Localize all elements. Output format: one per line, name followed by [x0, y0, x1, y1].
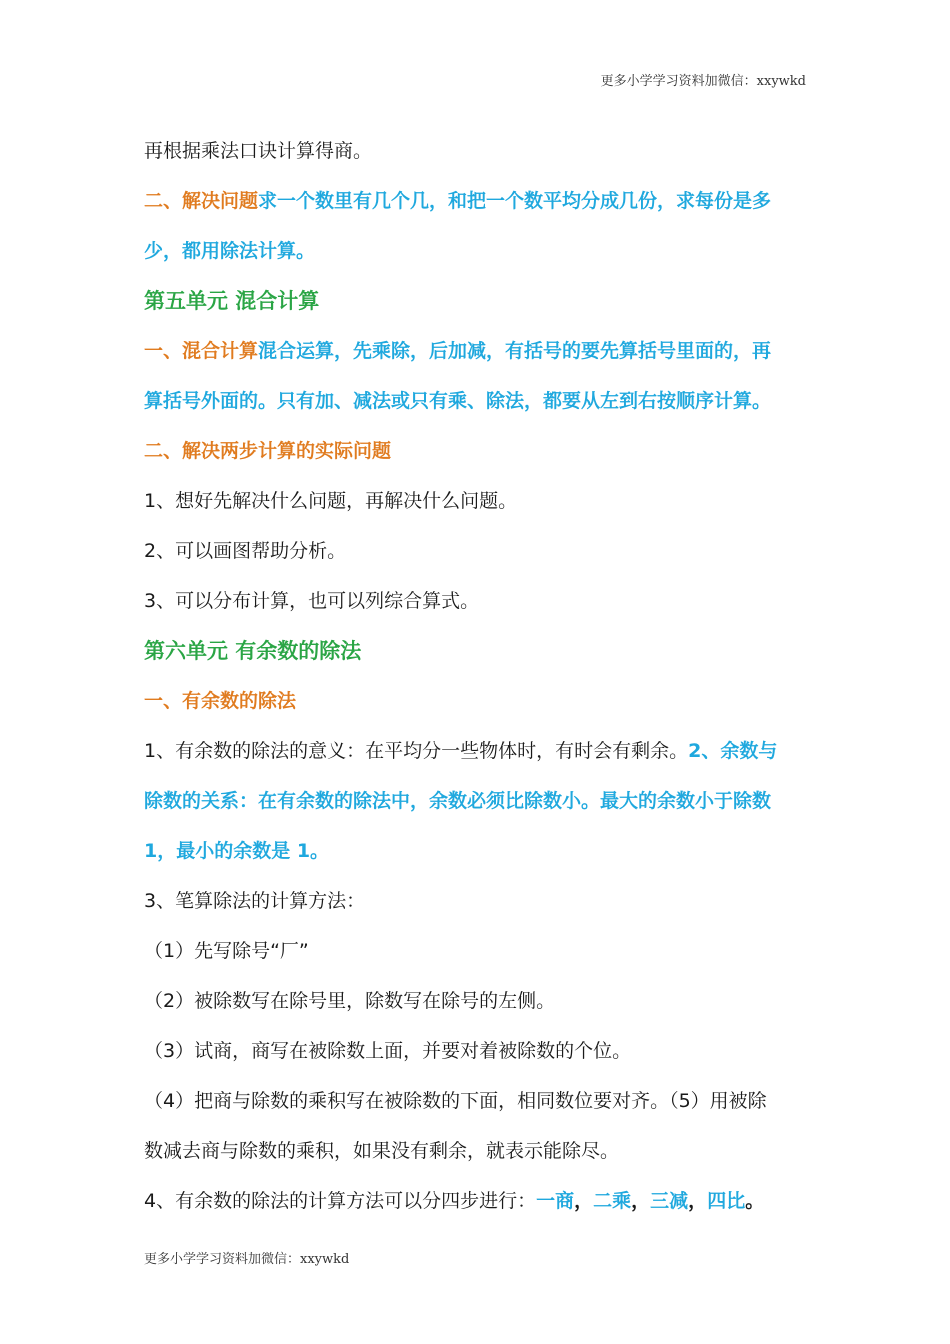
- paragraph-text: 2、可以画图帮助分析。: [144, 540, 347, 562]
- paragraph-text: （1）先写除号“厂”: [144, 940, 309, 962]
- paragraph-text: （4）把商与除数的乘积写在被除数的下面，相同数位要对齐。（5）用被除: [144, 1090, 767, 1112]
- paragraph-text: 4、有余数的除法的计算方法可以分四步进行：: [144, 1190, 537, 1212]
- text-line: [144, 880, 808, 930]
- unit-title: [144, 280, 808, 330]
- text-line: [144, 1080, 808, 1130]
- key-point-text: 2、余数与: [688, 740, 778, 762]
- paragraph-text: （2）被除数写在除号里，除数写在除号的左侧。: [144, 990, 556, 1012]
- paragraph-text: 3、可以分布计算，也可以列综合算式。: [144, 590, 480, 612]
- text-line: [144, 830, 808, 880]
- text-line: [144, 330, 808, 380]
- paragraph-text: 1、想好先解决什么问题，再解决什么问题。: [144, 490, 518, 512]
- text-line: [144, 1030, 808, 1080]
- text-line: [144, 180, 808, 230]
- text-line: [144, 380, 808, 430]
- paragraph-text: 数减去商与除数的乘积，如果没有剩余，就表示能除尽。: [144, 1140, 620, 1162]
- section-heading: 一、有余数的除法: [144, 690, 297, 712]
- punctuation: 。: [745, 1190, 765, 1212]
- key-point-text: 算括号外面的。只有加、减法或只有乘、除法，都要从左到右按顺序计算。: [144, 390, 772, 412]
- key-point-text: 1，最小的余数是 1。: [144, 840, 330, 862]
- text-line: [144, 1180, 808, 1230]
- document-body: [144, 130, 808, 1230]
- key-point-text: 少，都用除法计算。: [144, 240, 316, 262]
- punctuation: ，: [631, 1190, 651, 1212]
- text-line: [144, 980, 808, 1030]
- text-line: [144, 530, 808, 580]
- text-line: [144, 130, 808, 180]
- page-header-note: 更多小学学习资料加微信：xxywkd: [600, 74, 806, 89]
- key-point-text: 三减: [650, 1190, 689, 1212]
- unit-heading: 第五单元 混合计算: [144, 289, 320, 313]
- text-line: [144, 480, 808, 530]
- text-line: [144, 230, 808, 280]
- unit-title: [144, 630, 808, 680]
- section-heading: 二、解决两步计算的实际问题: [144, 440, 392, 462]
- section-heading: 二、解决问题: [144, 190, 259, 212]
- section-heading: 一、混合计算: [144, 340, 259, 362]
- text-line: [144, 430, 808, 480]
- key-point-text: 除数的关系：在有余数的除法中，余数必须比除数小。最大的余数小于除数: [144, 790, 772, 812]
- key-point-text: 混合运算，先乘除，后加减，有括号的要先算括号里面的，再: [258, 340, 772, 362]
- punctuation: ，: [574, 1190, 594, 1212]
- paragraph-text: （3）试商，商写在被除数上面，并要对着被除数的个位。: [144, 1040, 632, 1062]
- text-line: [144, 730, 808, 780]
- text-line: [144, 1130, 808, 1180]
- paragraph-text: 再根据乘法口诀计算得商。: [144, 140, 373, 162]
- punctuation: ，: [688, 1190, 708, 1212]
- page-footer-note: 更多小学学习资料加微信：xxywkd: [144, 1252, 350, 1267]
- text-line: [144, 580, 808, 630]
- text-line: [144, 930, 808, 980]
- paragraph-text: 3、笔算除法的计算方法：: [144, 890, 366, 912]
- paragraph-text: 1、有余数的除法的意义：在平均分一些物体时，有时会有剩余。: [144, 740, 689, 762]
- key-point-text: 一商: [536, 1190, 575, 1212]
- key-point-text: 求一个数里有几个几，和把一个数平均分成几份，求每份是多: [258, 190, 772, 212]
- key-point-text: 四比: [707, 1190, 746, 1212]
- key-point-text: 二乘: [593, 1190, 632, 1212]
- text-line: [144, 780, 808, 830]
- unit-heading: 第六单元 有余数的除法: [144, 639, 362, 663]
- text-line: [144, 680, 808, 730]
